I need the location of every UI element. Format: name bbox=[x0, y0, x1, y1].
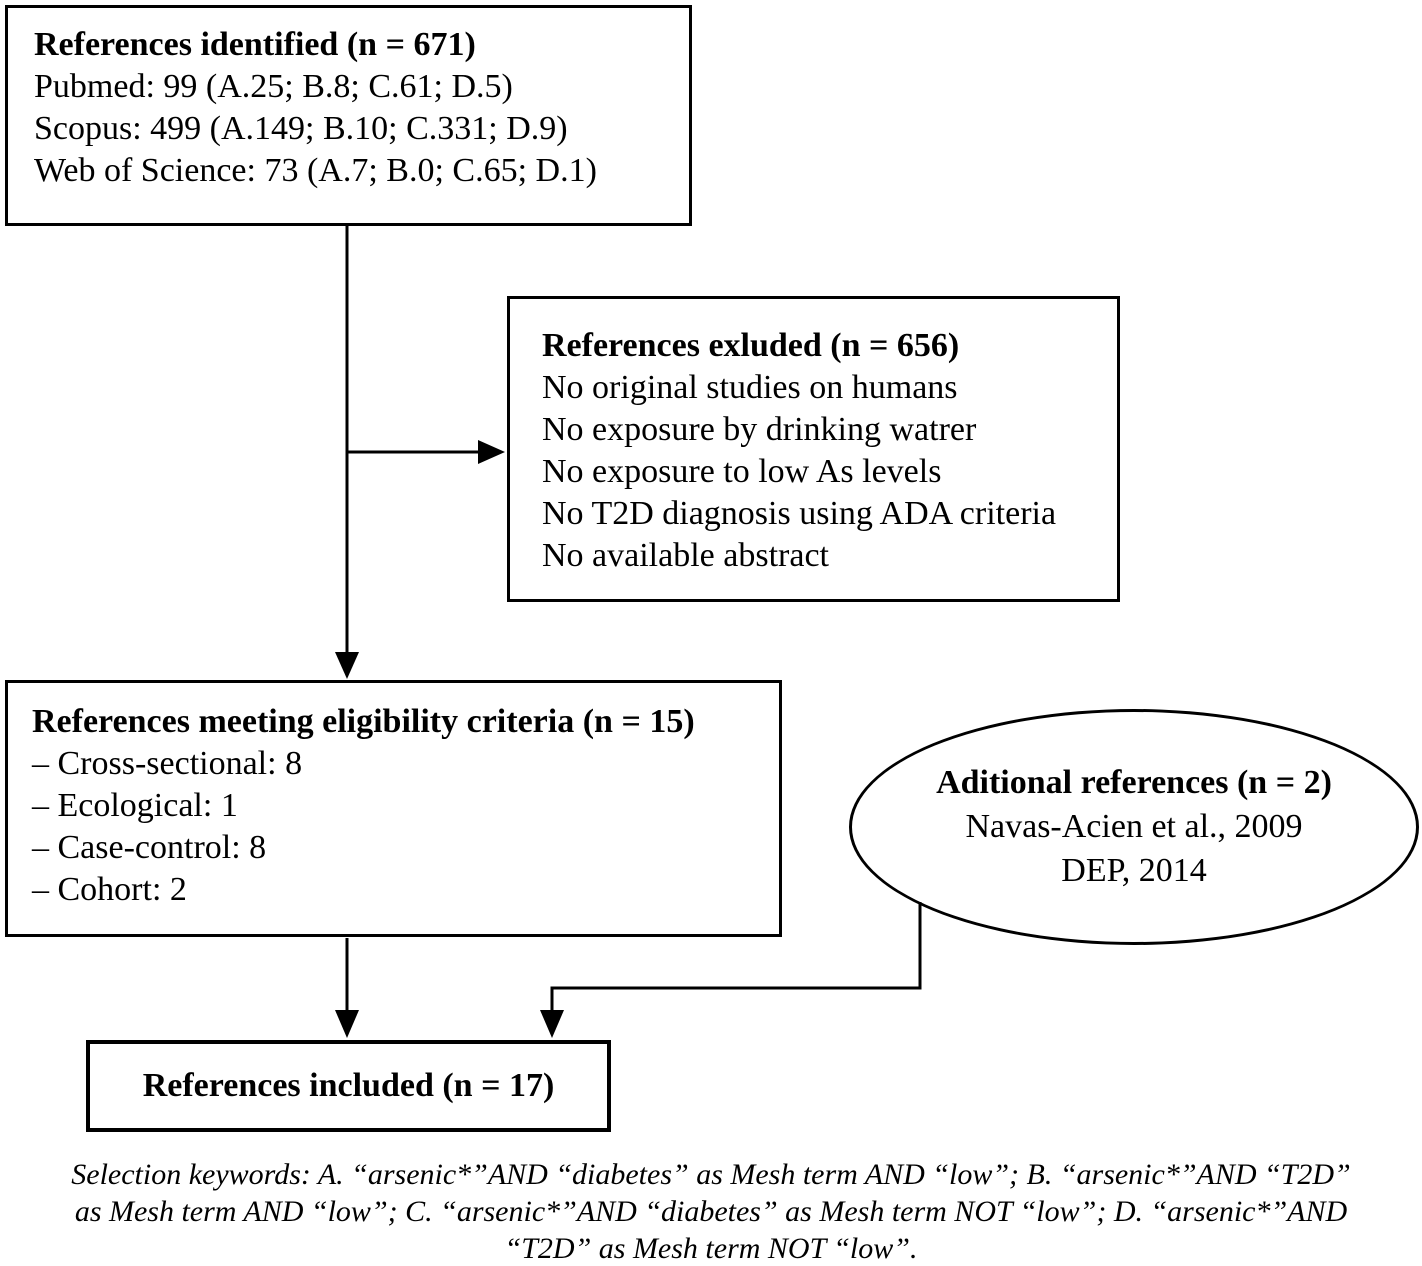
identified-line: Scopus: 499 (A.149; B.10; C.331; D.9) bbox=[34, 110, 568, 147]
additional-line: Navas-Acien et al., 2009 bbox=[965, 808, 1303, 845]
eligibility-line: – Cohort: 2 bbox=[32, 871, 187, 908]
identified-title: References identified (n = 671) bbox=[34, 26, 476, 63]
identified-line: Web of Science: 73 (A.7; B.0; C.65; D.1) bbox=[34, 152, 597, 189]
excluded-title: References exluded (n = 656) bbox=[542, 327, 960, 364]
eligibility-box bbox=[5, 680, 782, 937]
additional-references-ellipse bbox=[849, 709, 1419, 945]
caption-line: “T2D” as Mesh term NOT “low”. bbox=[504, 1232, 918, 1265]
excluded-line: No exposure by drinking watrer bbox=[542, 411, 977, 448]
eligibility-title: References meeting eligibility criteria (n = 15) bbox=[32, 703, 695, 740]
selection-keywords-caption bbox=[0, 1156, 1422, 1266]
excluded-line: No T2D diagnosis using ADA criteria bbox=[542, 495, 1057, 532]
included-title: References included (n = 17) bbox=[142, 1067, 555, 1104]
eligibility-line: – Cross-sectional: 8 bbox=[32, 745, 303, 782]
excluded-line: No available abstract bbox=[542, 537, 829, 574]
additional-title: Aditional references (n = 2) bbox=[936, 764, 1332, 801]
arrowhead-additional-to-included bbox=[540, 1010, 564, 1038]
arrowhead-identified-to-eligibility bbox=[335, 652, 359, 679]
caption-line: as Mesh term AND “low”; C. “arsenic*”AND “diabetes” as Mesh term NOT “low”; D. “arsenic*”AND bbox=[74, 1195, 1348, 1228]
caption-line: Selection keywords: A. “arsenic*”AND “diabetes” as Mesh term AND “low”; B. “arsenic*”AND “T2D” bbox=[71, 1158, 1351, 1191]
eligibility-line: – Case-control: 8 bbox=[32, 829, 267, 866]
excluded-box bbox=[507, 296, 1120, 602]
included-box bbox=[86, 1040, 611, 1132]
identified-box bbox=[5, 5, 692, 226]
excluded-line: No exposure to low As levels bbox=[542, 453, 942, 490]
eligibility-line: – Ecological: 1 bbox=[32, 787, 238, 824]
arrowhead-branch-to-excluded bbox=[478, 440, 505, 464]
excluded-line: No original studies on humans bbox=[542, 369, 958, 406]
additional-line: DEP, 2014 bbox=[1061, 852, 1207, 889]
arrowhead-eligibility-to-included bbox=[335, 1010, 359, 1038]
identified-line: Pubmed: 99 (A.25; B.8; C.61; D.5) bbox=[34, 68, 513, 105]
